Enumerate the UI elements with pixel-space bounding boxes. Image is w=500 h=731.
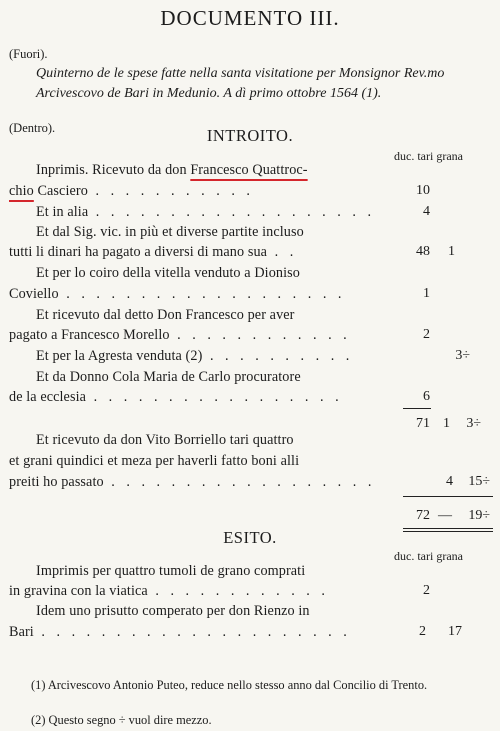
introito-line-13: Et ricevuto da don Vito Borriello tari quattro [36,432,294,448]
amount-r3-duc: 48 [416,244,430,259]
subtotal-tari: 1 [443,416,450,431]
introito-line-14: et grani quindici et meza per haverli fatto boni alli [9,453,300,469]
introito-column-header: duc. tari grana [394,149,463,163]
introito-line-6: Et per lo coiro della vitella venduto a Dioniso [36,265,300,281]
introito-line-9: pagato a Francesco Morello . . . . . . . . . . . . [9,327,351,343]
amount-r2-duc: 4 [423,204,430,219]
dentro-label: (Dentro). [9,121,56,135]
subtotal-rule [403,408,431,409]
total-duc: 72 [416,508,430,523]
esito-heading: ESITO. [223,528,277,547]
intro-text: Quinterno de le spese fatte nella santa visitatione per Monsignor Rev.mo Arcivescovo de Bari in Medunio. A dì primo ottobre 1564 (1). [36,66,445,101]
introito-line-10: Et per la Agresta venduta (2) . . . . . . . . . . [36,348,354,364]
amount-r8-grana: 15÷ [468,474,490,489]
esito-line-2: in gravina con la viatica . . . . . . . . . . . . [9,583,329,599]
amount-r5-duc: 2 [423,327,430,342]
amount-r3-tari: 1 [448,244,455,259]
document-title: DOCUMENTO III. [160,6,340,30]
footnote-1: (1) Arcivescovo Antonio Puteo, reduce nello stesso anno dal Concilio di Trento. [31,678,428,692]
esito-amount-2-tari: 17 [448,624,462,639]
amount-r7-duc: 6 [423,389,430,404]
introito-line-1: Inprimis. Ricevuto da don Francesco Quattroc- [36,162,308,178]
esito-line-1: Imprimis per quattro tumoli de grano comprati [36,563,306,579]
introito-heading: INTROITO. [206,126,294,145]
subtotal-grana: 3÷ [466,416,481,431]
esito-amount-1-duc: 2 [423,583,430,598]
introito-line-5: tutti li dinari ha pagato a diversi di mano sua . . [9,244,298,260]
fuori-label: (Fuori). [9,47,48,61]
amount-r6-grana: 3÷ [455,348,470,363]
highlighted-name: Francesco Quattroc- [190,162,308,178]
footnote-2: (2) Questo segno ÷ vuol dire mezzo. [31,713,212,727]
amount-r1-duc: 10 [416,183,430,198]
subtotal-duc: 71 [416,416,430,431]
esito-amount-2-duc: 2 [419,624,426,639]
amount-r4-duc: 1 [423,286,430,301]
total-grana: 19÷ [468,508,490,523]
introito-line-8: Et ricevuto dal detto Don Francesco per aver [36,307,295,323]
introito-line-12: de la ecclesia . . . . . . . . . . . . . . . . . [9,389,343,405]
introito-line-7: Coviello . . . . . . . . . . . . . . . . . . . [9,286,346,302]
introito-line-2: chio Casciero . . . . . . . . . . . [9,183,254,199]
introito-line-4: Et dal Sig. vic. in più et diverse partite incluso [36,224,304,240]
introito-line-15: preiti ho passato . . . . . . . . . . . . . . . . . . [9,474,376,490]
esito-line-3: Idem uno prisutto comperato per don Rienzo in [36,603,310,619]
total-tari: — [438,508,452,523]
amount-r8-tari: 4 [446,474,453,489]
highlighted-name-cont: chio [9,183,34,199]
introito-line-11: Et da Donno Cola Maria de Carlo procuratore [36,369,301,385]
esito-column-header: duc. tari grana [394,549,463,563]
introito-line-3: Et in alia . . . . . . . . . . . . . . . . . . . [36,204,375,220]
total-rule [403,496,493,497]
esito-line-4: Bari . . . . . . . . . . . . . . . . . . . . . [9,624,351,640]
